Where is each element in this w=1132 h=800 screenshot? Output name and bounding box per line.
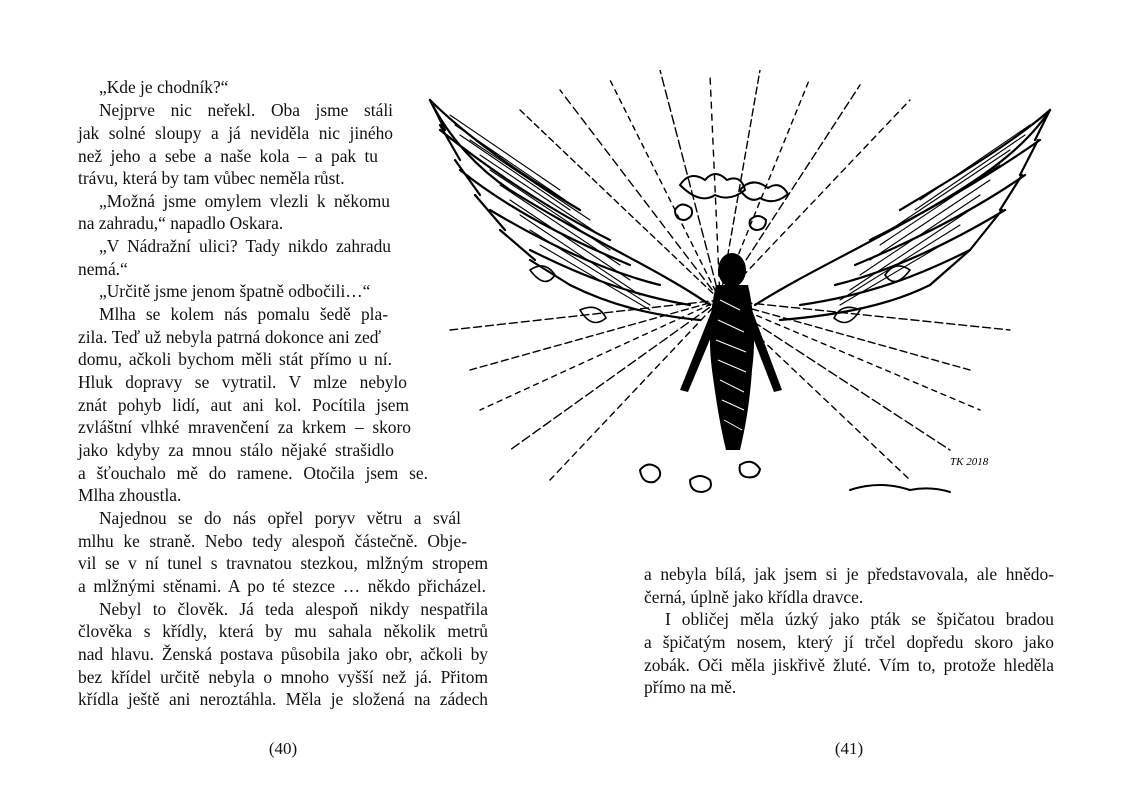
text-line: „Určitě jsme jenom špatně odbočili…“ [99, 281, 371, 301]
text-line: nad hlavu. Ženská postava působila jako obr, ačkoli by [78, 644, 488, 664]
text-line: křídla ještě ani neroztáhla. Měla je složená na zádech [78, 689, 488, 709]
text-line: Najednou se do nás opřel poryv větru a svál [99, 508, 461, 528]
winged-figure [680, 253, 782, 450]
right-page-text [566, 563, 1132, 703]
text-line: Mlha se kolem nás pomalu šedě pla- [99, 304, 388, 324]
text-line: „V Nádražní ulici? Tady nikdo zahradu [99, 236, 391, 256]
text-line: vil se v ní tunel s travnatou stezkou, mlžným stropem [78, 553, 488, 573]
text-line: I obličej měla úzký jako pták se špičatou bradou [665, 609, 1054, 629]
text-line: bez křídel určitě nebyla o mnoho vyšší než já. Přitom [78, 667, 488, 687]
text-line: a nebyla bílá, jak jsem si je představovala, ale hnědo- [644, 564, 1054, 584]
text-line: Nebyl to člověk. Já teda alespoň nikdy nespatřila [99, 599, 488, 619]
text-line: domu, ačkoli bychom měli stát přímo u ní. [78, 349, 392, 369]
artist-signature: TK 2018 [950, 456, 989, 468]
text-line: než jeho a sebe a naše kola – a pak tu [78, 146, 378, 166]
text-line: „Možná jsme omylem vlezli k někomu [99, 191, 390, 211]
page-number-right: (41) [834, 739, 864, 758]
text-line: mlhu ke straně. Nebo tedy alespoň částečně. Obje- [78, 531, 467, 551]
text-line: a šťouchalo mě do ramene. Otočila jsem se. [78, 463, 428, 483]
text-line: člověka s křídly, která by mu sahala několik metrů [78, 621, 488, 641]
text-line: Mlha zhoustla. [78, 485, 182, 505]
text-line: zila. Teď už nebyla patrná dokonce ani zeď [78, 327, 381, 347]
text-line: přímo na mě. [644, 677, 737, 697]
text-line: a mlžnými stěnami. A po té stezce … někdo přicházel. [78, 576, 486, 596]
text-line: jako kdyby za mnou stálo nějaké strašidlo [78, 440, 394, 460]
winged-figure-illustration [410, 70, 1070, 510]
text-line: jak solné sloupy a já neviděla nic jiného [78, 123, 393, 143]
page-number-left: (40) [268, 739, 298, 758]
text-line: nemá.“ [78, 259, 128, 279]
text-line: na zahradu,“ napadlo Oskara. [78, 213, 284, 233]
text-line: černá, úplně jako křídla dravce. [644, 587, 864, 607]
text-line: trávu, která by tam vůbec neměla růst. [78, 168, 345, 188]
text-line: zvláštní vlhké mravenčení za krkem – skoro [78, 417, 411, 437]
text-line: Nejprve nic neřekl. Oba jsme stáli [99, 100, 393, 120]
right-wing-hatching [840, 125, 1030, 305]
text-line: „Kde je chodník?“ [99, 77, 229, 97]
text-line: a špičatým nosem, který jí trčel dopředu skoro jako [644, 632, 1054, 652]
text-line: Hluk dopravy se vytratil. V mlze nebylo [78, 372, 407, 392]
ink-drawing [410, 70, 1070, 510]
text-line: zobák. Oči měla jiskřivě žluté. Vím to, protože hleděla [644, 655, 1054, 675]
text-line: znát pohyb lidí, aut ani kol. Pocítila jsem [78, 395, 409, 415]
